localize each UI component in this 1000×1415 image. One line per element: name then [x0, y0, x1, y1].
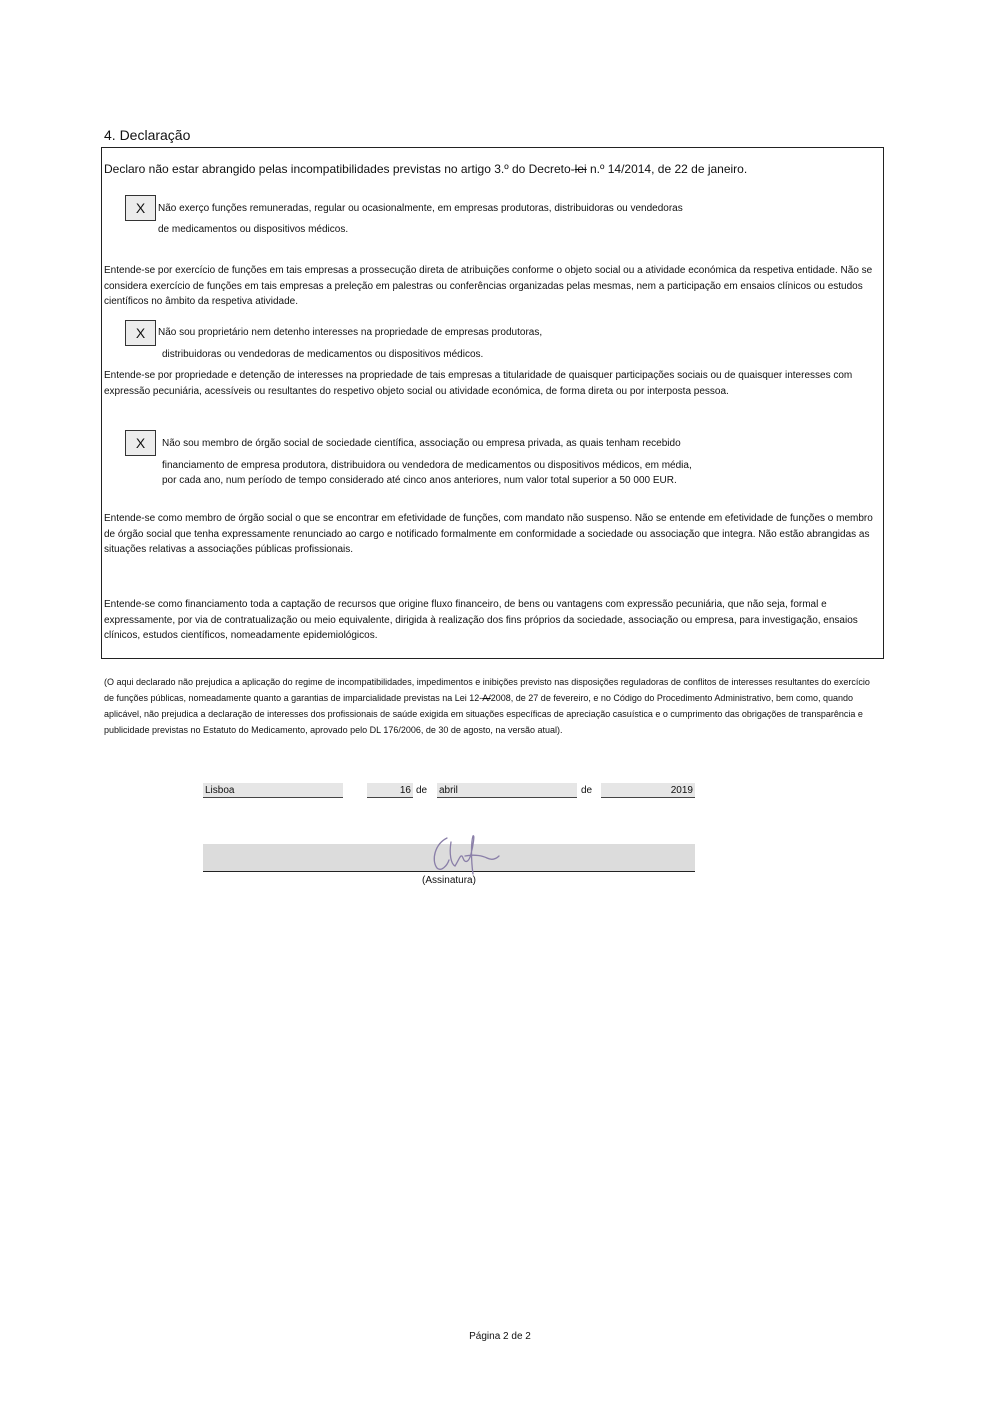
paragraph-ownership-definition: Entende-se por propriedade e detenção de interesses na propriedade de tais empresas a titularidade de quaisquer participações sociais ou de quaisquer interesses com expressão pecuniária, acessíveis ou resultantes do respetivo objeto social ou atividade económica, de forma direta ou por interposta pessoa. — [104, 370, 853, 397]
paragraph-social-body-definition: Entende-se como membro de órgão social o que se encontrar em efetividade de funções, com mandato não suspenso. Não se entende em efetividade de funções o membro de órgão social que tenha expressamente renunciado ao cargo e notificado formalmente em conformidade a sociedade ou associação que integra. Não estão abrangidas as situações relativas a associações públicas profissionais. — [104, 513, 873, 555]
date-connector-1: de — [416, 785, 428, 796]
place-field[interactable]: Lisboa — [203, 783, 343, 798]
date-connector-2: de — [581, 785, 593, 796]
check-3-line-3: por cada ano, num período de tempo considerado até cinco anos anteriores, num valor total superior a 50 000 EUR. — [162, 475, 677, 486]
signature-caption: (Assinatura) — [422, 875, 476, 886]
checkbox-not-social-body-member[interactable]: X — [125, 430, 156, 456]
page-number: Página 2 de 2 — [469, 1331, 531, 1342]
declaration-intro: Declaro não estar abrangido pelas incompatibilidades previstas no artigo 3.º do Decreto-lei n.º 14/2014, de 22 de janeiro. — [104, 162, 748, 176]
year-field[interactable]: 2019 — [601, 783, 695, 798]
check-1-line-2: de medicamentos ou dispositivos médicos. — [158, 224, 349, 235]
paragraph-financing-definition: Entende-se como financiamento toda a captação de recursos que origine fluxo financeiro, de bens ou vantagens com expressão pecuniária, que não seja, formal e expressamente, por via de contratualização ou meio equivalente, dirigida à realização dos fins próprios da sociedade, associação ou empresa, para investigação, ensaios clínicos, estudos científicos, nomeadamente epidemiológicos. — [104, 599, 858, 641]
month-field[interactable]: abril — [437, 783, 577, 798]
paragraph-functions-definition: Entende-se por exercício de funções em tais empresas a prossecução direta de atribuições conforme o objeto social ou a atividade económica da respetiva entidade. Não se considera exercício de funções em tais empresas a preleção em palestras ou conferências organizadas pelas mesmas, nem a participação em ensaios clínicos ou estudos científicos no âmbito da respetiva atividade. — [104, 265, 873, 307]
checkbox-no-remunerated-functions[interactable]: X — [125, 195, 156, 221]
legal-note: (O aqui declarado não prejudica a aplicação do regime de incompatibilidades, impedimentos e inibições previsto nas disposições reguladoras de conflitos de interesses resultantes do exercício de funções públicas, nomeadamente quanto a garantias de imparcialidade previstas na Lei 12-A/2008, de 27 de fevereiro, e no Código do Procedimento Administrativo, bem como, quando aplicável, não prejudica a declaração de interesses dos profissionais de saúde exigida em situações específicas de apreciação casuística e o cumprimento das obrigações de transparência e publicidade previstas no Estatuto do Medicamento, aprovado pelo DL 176/2006, de 30 de agosto, na versão atual). — [104, 677, 870, 735]
checkbox-not-owner[interactable]: X — [125, 320, 156, 346]
handwritten-signature — [425, 830, 505, 876]
check-3-line-2: financiamento de empresa produtora, distribuidora ou vendedora de medicamentos ou dispositivos médicos, em média, — [162, 460, 692, 471]
check-2-line-1: Não sou proprietário nem detenho interesses na propriedade de empresas produtoras, — [158, 327, 543, 338]
check-3-line-1: Não sou membro de órgão social de sociedade científica, associação ou empresa privada, as quais tenham recebido — [162, 438, 681, 449]
section-title: 4. Declaração — [104, 127, 191, 143]
check-2-line-2: distribuidoras ou vendedoras de medicamentos ou dispositivos médicos. — [162, 349, 484, 360]
day-field[interactable]: 16 — [367, 783, 413, 798]
check-1-line-1: Não exerço funções remuneradas, regular ou ocasionalmente, em empresas produtoras, distribuidoras ou vendedoras — [158, 203, 683, 214]
